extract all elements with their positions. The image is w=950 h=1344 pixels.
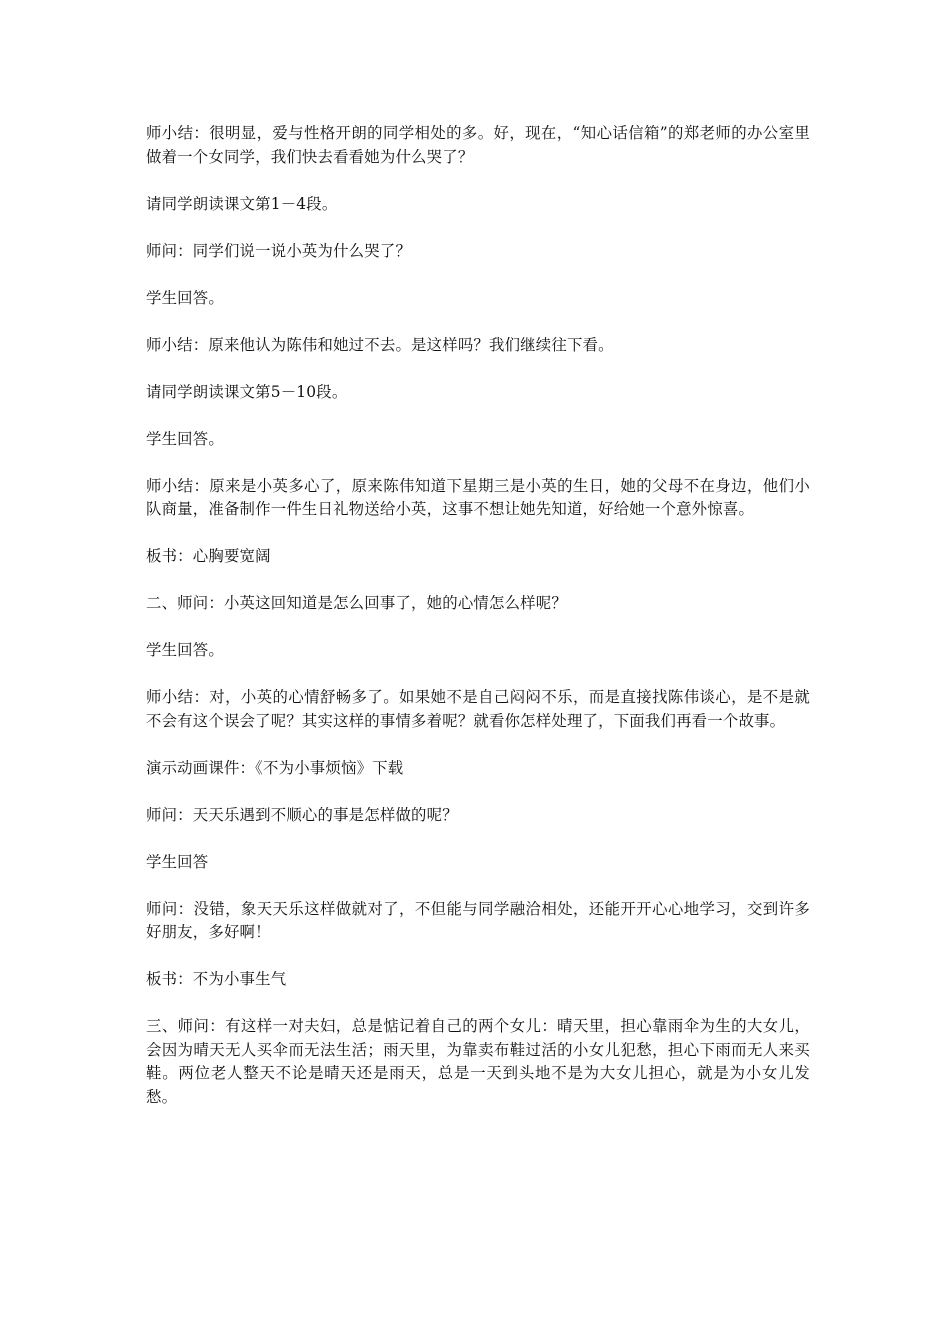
paragraph: 演示动画课件：《不为小事烦恼》下载 bbox=[146, 758, 404, 777]
paragraph: 师问：没错，象天天乐这样做就对了，不但能与同学融洽相处，还能开开心心地学习，交到许多好朋友，多好啊！ bbox=[146, 899, 810, 941]
paragraph: 三、师问：有这样一对夫妇，总是惦记着自己的两个女儿：晴天里，担心靠雨伞为生的大女儿，会因为晴天无人买伞而无法生活；雨天里，为靠卖布鞋过活的小女儿犯愁，担心下雨而无人来买鞋。两位老人整天不论是晴天还是雨天，总是一天到头地不是为大女儿担心，就是为小女儿发愁。 bbox=[146, 1017, 810, 1106]
paragraph: 师小结：原来是小英多心了，原来陈伟知道下星期三是小英的生日，她的父母不在身边，他们小队商量，准备制作一件生日礼物送给小英，这事不想让她先知道，好给她一个意外惊喜。 bbox=[146, 476, 810, 518]
paragraph: 请同学朗读课文第5－10段。 bbox=[146, 382, 348, 401]
document-body bbox=[146, 122, 810, 1133]
paragraph: 师小结：原来他认为陈伟和她过不去。是这样吗？我们继续往下看。 bbox=[146, 335, 614, 354]
paragraph: 学生回答。 bbox=[146, 288, 224, 307]
paragraph: 师问：天天乐遇到不顺心的事是怎样做的呢？ bbox=[146, 805, 458, 824]
paragraph: 师小结：对，小英的心情舒畅多了。如果她不是自己闷闷不乐，而是直接找陈伟谈心，是不是就不会有这个误会了呢？其实这样的事情多着呢？就看你怎样处理了，下面我们再看一个故事。 bbox=[146, 688, 810, 730]
paragraph: 学生回答。 bbox=[146, 429, 224, 448]
paragraph: 学生回答 bbox=[146, 852, 209, 871]
paragraph: 板书：不为小事生气 bbox=[146, 970, 287, 988]
paragraph: 请同学朗读课文第1－4段。 bbox=[146, 194, 338, 213]
paragraph: 学生回答。 bbox=[146, 641, 224, 659]
paragraph: 二、师问：小英这回知道是怎么回事了，她的心情怎么样呢？ bbox=[146, 594, 567, 612]
paragraph: 师小结：很明显，爱与性格开朗的同学相处的多。好，现在，“知心话信箱”的郑老师的办公室里做着一个女同学，我们快去看看她为什么哭了？ bbox=[146, 124, 810, 166]
paragraph: 板书：心胸要宽阔 bbox=[146, 547, 271, 565]
paragraph: 师问：同学们说一说小英为什么哭了？ bbox=[146, 241, 412, 260]
